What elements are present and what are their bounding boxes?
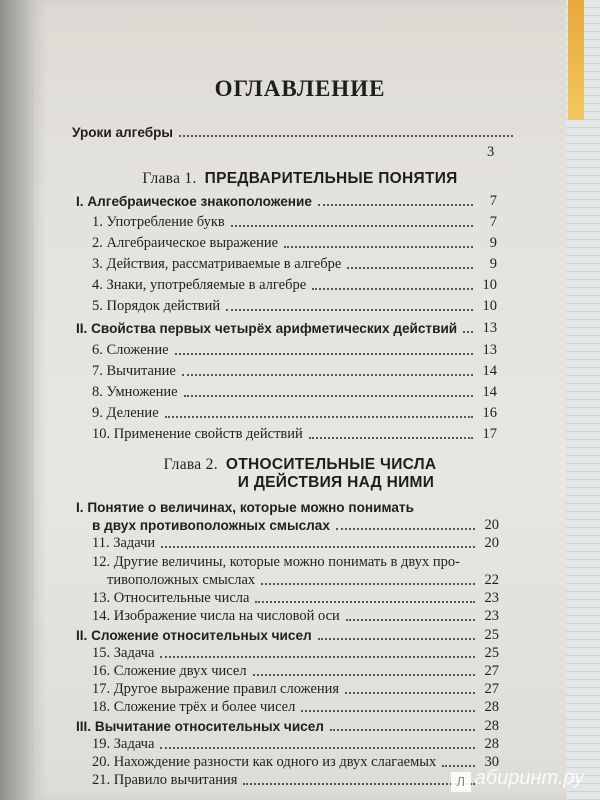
toc-entry: 4. Знаки, употребляемые в алгебре 10 <box>92 277 497 293</box>
toc-entry: 7. Вычитание 14 <box>92 363 497 379</box>
toc-entry: 10. Применение свойств действий 17 <box>92 426 497 442</box>
toc-entry: 15. Задача 25 <box>92 645 499 662</box>
toc-entry: 6. Сложение 13 <box>92 342 497 358</box>
bookmark-tab <box>568 0 584 120</box>
labirint-logo-icon: Л <box>451 772 471 792</box>
page-edge-stack <box>566 0 600 800</box>
chapter-2-heading: Глава 2. ОТНОСИТЕЛЬНЫЕ ЧИСЛА <box>163 456 437 473</box>
toc-section-cont: в двух противоположных смыслах 20 <box>92 517 499 534</box>
toc-entry: 13. Относительные числа 23 <box>92 589 499 606</box>
toc-entry: 11. Задачи 20 <box>92 535 499 552</box>
page-title: ОГЛАВЛЕНИЕ <box>214 76 386 101</box>
toc-entry: 3. Действия, рассматриваемые в алгебре 9 <box>92 256 497 272</box>
toc-entry: 5. Порядок действий 10 <box>92 298 497 314</box>
watermark: Л абиринт.ру <box>451 767 584 792</box>
toc-entry: 9. Деление 16 <box>92 405 497 421</box>
toc-entry: 12. Другие величины, которые можно понимать в двух про- <box>92 553 460 570</box>
toc-entry-cont: тивоположных смыслах 22 <box>107 571 499 588</box>
toc-entry: 20. Нахождение разности как одного из двух слагаемых 30 <box>92 753 499 770</box>
leader-dots <box>179 135 513 137</box>
toc-section: II. Свойства первых четырёх арифметических действий 13 <box>76 320 498 336</box>
toc-entry: 2. Алгебраическое выражение 9 <box>92 235 497 251</box>
toc-entry: 18. Сложение трёх и более чисел 28 <box>92 699 499 716</box>
toc-intro-page: 3 <box>487 144 495 160</box>
toc-entry: 16. Сложение двух чисел 27 <box>92 663 499 680</box>
toc-intro: Уроки алгебры <box>72 124 537 141</box>
toc-entry: 14. Изображение числа на числовой оси 23 <box>92 607 499 624</box>
toc-entry: 8. Умножение 14 <box>92 384 497 400</box>
toc-section: III. Вычитание относительных чисел 28 <box>76 717 499 734</box>
toc-section: I. Понятие о величинах, которые можно понимать <box>76 500 414 515</box>
chapter-1-heading: Глава 1. ПРЕДВАРИТЕЛЬНЫЕ ПОНЯТИЯ <box>142 170 458 187</box>
toc-entry: 1. Употребление букв 7 <box>92 214 497 230</box>
toc-entry: 19. Задача 28 <box>92 735 499 752</box>
toc-section: II. Сложение относительных чисел 25 <box>76 626 499 643</box>
toc-entry: 21. Правило вычитания <box>92 772 499 789</box>
chapter-2-heading-line2: И ДЕЙСТВИЯ НАД НИМИ <box>237 474 435 491</box>
toc-section: I. Алгебраическое знакоположение 7 <box>76 193 497 209</box>
toc-entry: 17. Другое выражение правил сложения 27 <box>92 681 499 698</box>
